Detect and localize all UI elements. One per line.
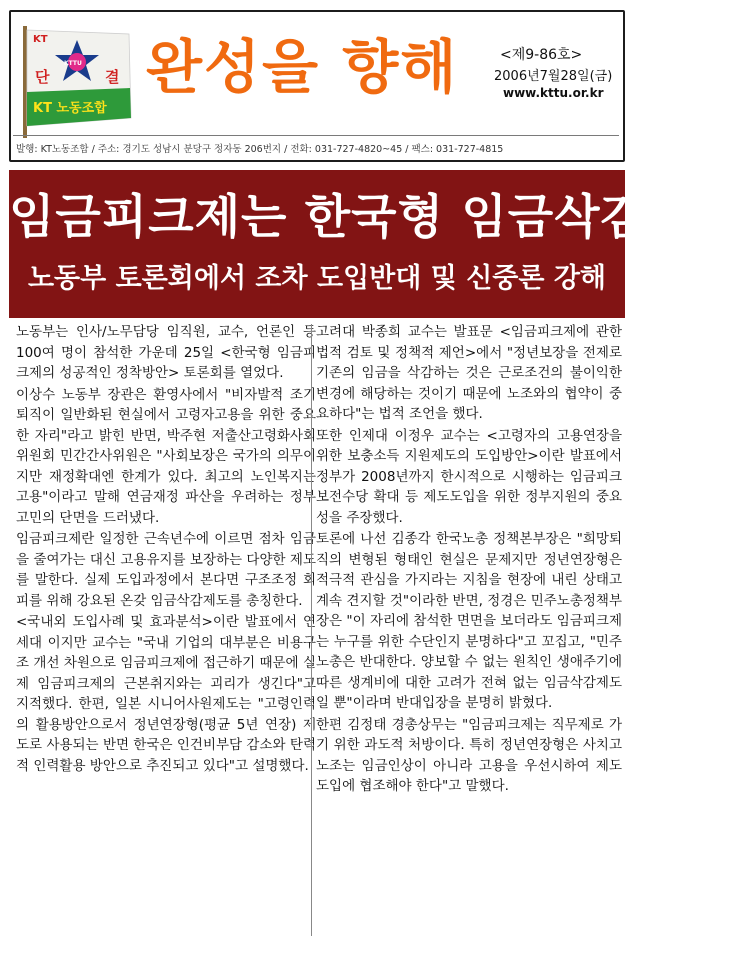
article-paragraph: 한편 김정태 경총상무는 "임금피크제는 직무제로 가기 위한 과도적 처방이다. 특히 정년연장형은 사치고 노조는 임금인상이 아니라 고용을 우선시하여 제도도입에 협조해야 한다"고 말했다. (316, 716, 622, 794)
flag-char-right: 결 (105, 68, 120, 86)
newsletter-title: 완성을 향해 (146, 33, 459, 101)
column-divider (311, 324, 312, 936)
article-paragraph: <국내외 도입사례 및 효과분석>이란 발표에서 연세대 이지만 교수는 "국내 기업의 대부분은 비용구조 개선 차원으로 임금피크제에 접근하기 때문에 실제 임금피크제의 근본취지와는 괴리가 생긴다"고 지적했다. 한편, 일본 시니어사원제도는 "고령인력의 활용방안으로서 정년연장형(평균 5년 연장) 제도로 사용되는 반면 한국은 인건비부담 감소와 탄력적 인력활용 방안으로 추진되고 있다"고 설명했다. (16, 614, 316, 774)
info-divider (13, 135, 619, 136)
issue-date: 2006년7월28일(금) (494, 69, 613, 84)
article-paragraph: 이상수 노동부 장관은 환영사에서 "비자발적 조기퇴직이 일반화된 현실에서 고령자고용을 위한 중요한 자리"라고 밝힌 반면, 박주현 저출산고령화사회위원회 민간간사위원은 "사회보장은 국가의 의무이지만 재정확대엔 한계가 있다. 최고의 노인복지는 고용"이라고 말해 연금재정 파산을 우려하는 정부 고민의 단면을 드러냈다. (16, 386, 316, 526)
flag-center-label: KTTU (64, 60, 82, 67)
flag-char-left: 단 (35, 68, 50, 86)
issue-number: <제9-86호> (500, 47, 583, 63)
article-column-left (16, 322, 316, 777)
headline-title: 임금피크제는 한국형 임금삭감제도 (9, 190, 740, 245)
article-paragraph: 토론에 나선 김종각 한국노총 정책본부장은 "희망퇴직의 변형된 형태인 현실은 문제지만 정년연장형은 적극적 관심을 가지라는 지침을 현장에 내린 상태고 계속 견지할 것"이라한 반면, 정경은 민주노총정책부장은 "이 자리에 참석한 면면을 보더라도 임금피크제는 누구를 위한 수단인지 분명하다"고 꼬집고, "민주노총은 반대한다. 양보할 수 없는 원칙인 생애주기에 따른 생계비에 대한 고려가 전혀 없는 임금삭감제도일 뿐"이라며 반대입장을 분명히 밝혔다. (316, 531, 622, 711)
headline-subtitle: 노동부 토론회에서 조차 도입반대 및 신중론 강해 (27, 263, 607, 294)
article-paragraph: 고려대 박종희 교수는 발표문 <임금피크제에 관한 법적 검토 및 정책적 제언>에서 "정년보장을 전제로 기존의 임금을 삭감하는 것은 근로조건의 불이익한 변경에 해당하는 것이기 때문에 노조와의 협약이 중요하다"는 법적 조언을 했다. (316, 324, 622, 422)
union-flag-logo (17, 22, 135, 140)
article-paragraph: 임금피크제란 일정한 근속년수에 이르면 점차 임금을 줄여가는 대신 고용유지를 보장하는 다양한 제도를 말한다. 실제 도입과정에서 본다면 구조조정 회피를 위해 강요된 온갖 임금삭감제도를 총칭한다. (16, 531, 316, 609)
headline-banner (9, 170, 740, 318)
publication-info: 발행: KT노동조합 / 주소: 경기도 성남시 분당구 정자동 206번지 / 전화: 031-727-4820~45 / 팩스: 031-727-4815 (16, 144, 504, 155)
article-column-right (316, 322, 622, 798)
article-paragraph: 노동부는 인사/노무담당 임직원, 교수, 언론인 등 100여 명이 참석한 가운데 25일 <한국형 임금피크제의 성공적인 정착방안> 토론회를 열었다. (16, 324, 316, 381)
article-paragraph: 또한 인제대 이정우 교수는 <고령자의 고용연장을 위한 보충소득 지원제도의 도입방안>이란 발표에서 정부가 2008년까지 한시적으로 시행하는 임금피크보전수당 확대 등 제도도입을 위한 정부지원의 중요성을 주장했다. (316, 427, 622, 526)
flag-kt-mark: KT (33, 34, 48, 45)
website-url: www.kttu.or.kr (503, 86, 604, 100)
flag-union-name: KT 노동조합 (33, 101, 107, 116)
